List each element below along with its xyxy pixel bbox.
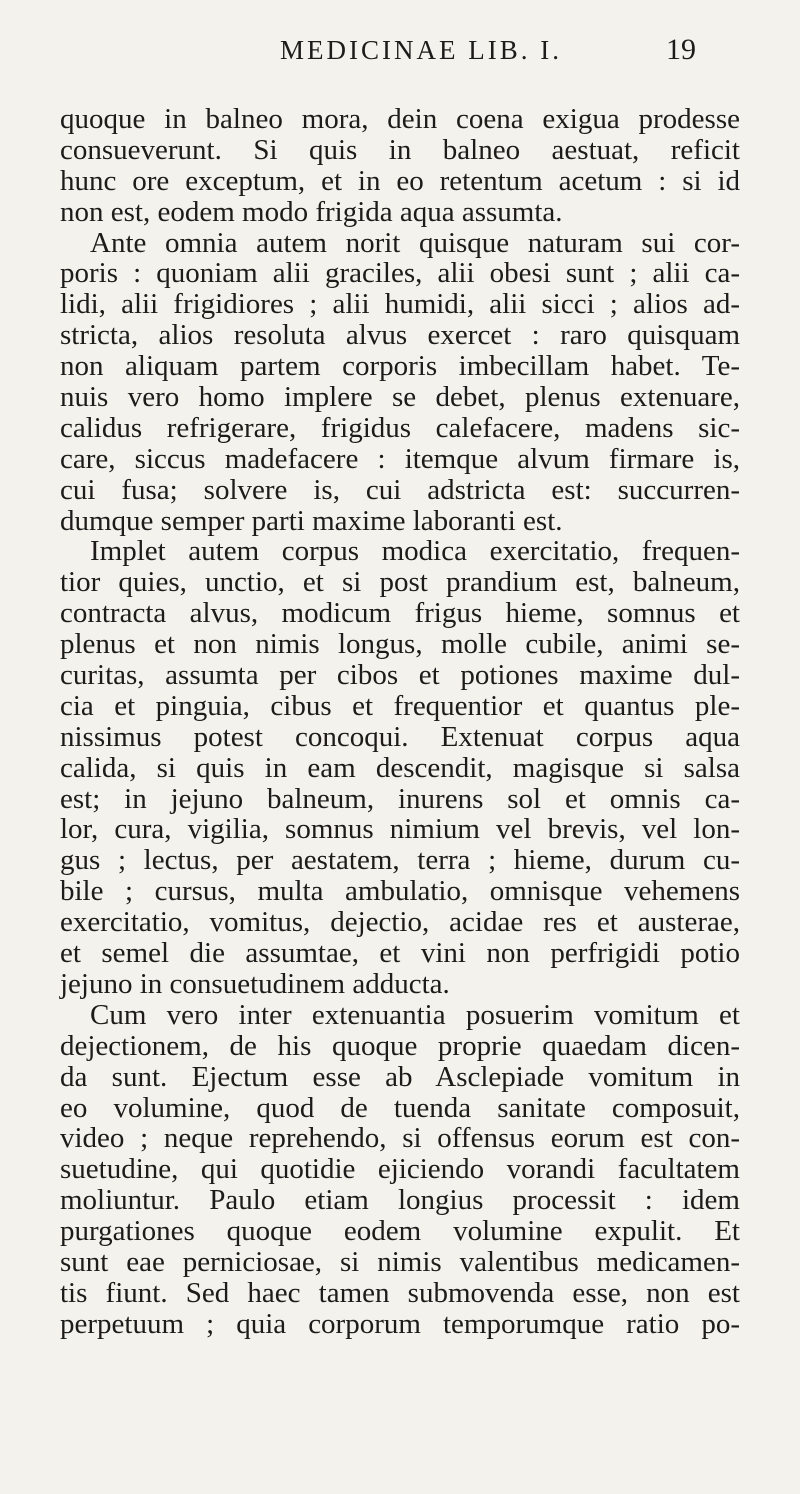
text-line: Implet autem corpus modica exercitatio, frequen- [90, 535, 740, 568]
text-line: et semel die assumtae, et vini non perfrigidi potio [60, 937, 740, 970]
text-line: cui fusa; solvere is, cui adstricta est: succurren- [60, 473, 740, 506]
text-line: calida, si quis in eam descendit, magisque si salsa [60, 751, 740, 784]
text-line: sunt eae perniciosae, si nimis valentibus medicamen- [60, 1245, 740, 1278]
text-line: tis fiunt. Sed haec tamen submovenda esse, non est [60, 1276, 740, 1309]
text-line: lidi, alii frigidiores ; alii humidi, alii sicci ; alios ad- [60, 288, 740, 321]
text-line: moliuntur. Paulo etiam longius processit : idem [60, 1184, 740, 1217]
text-line: jejuno in consuetudinem adducta. [60, 967, 450, 1000]
text-line: contracta alvus, modicum frigus hieme, somnus et [60, 597, 740, 630]
running-head [0, 32, 800, 72]
text-line: dumque semper parti maxime laboranti est. [60, 504, 563, 537]
text-line: perpetuum ; quia corporum temporumque ratio po- [60, 1307, 740, 1340]
text-line: cia et pinguia, cibus et frequentior et quantus ple- [60, 689, 740, 722]
text-line: Ante omnia autem norit quisque naturam sui cor- [90, 226, 740, 259]
text-line: hunc ore exceptum, et in eo retentum acetum : si id [60, 164, 740, 197]
text-line: bile ; cursus, multa ambulatio, omnisque vehemens [60, 875, 740, 908]
text-line: lor, cura, vigilia, somnus nimium vel brevis, vel lon- [60, 813, 740, 846]
text-line: stricta, alios resoluta alvus exercet : raro quisquam [60, 319, 740, 352]
text-line: nuis vero homo implere se debet, plenus extenuare, [60, 381, 740, 414]
text-line: exercitatio, vomitus, dejectio, acidae res et austerae, [60, 906, 740, 939]
running-title: MEDICINAE LIB. I. [280, 35, 562, 65]
text-line: video ; neque reprehendo, si offensus eorum est con- [60, 1122, 740, 1155]
text-line: quoque in balneo mora, dein coena exigua prodesse [60, 103, 740, 135]
text-line: curitas, assumta per cibos et potiones maxime dul- [60, 659, 740, 692]
text-line: care, siccus madefacere : itemque alvum firmare is, [60, 442, 740, 475]
text-line: dejectionem, de his quoque proprie quaedam dicen- [60, 1029, 740, 1062]
page-number: 19 [666, 33, 696, 66]
text-line: est; in jejuno balneum, inurens sol et omnis ca- [60, 782, 740, 815]
text-line: Cum vero inter extenuantia posuerim vomitum et [90, 998, 740, 1031]
text-line: plenus et non nimis longus, molle cubile, animi se- [60, 628, 740, 661]
text-line: non aliquam partem corporis imbecillam habet. Te- [60, 350, 740, 383]
text-line: non est, eodem modo frigida aqua assumta. [60, 195, 563, 228]
text-line: suetudine, qui quotidie ejiciendo vorandi facultatem [60, 1153, 740, 1186]
text-line: nissimus potest concoqui. Extenuat corpus aqua [60, 720, 740, 753]
text-line: tior quies, unctio, et si post prandium est, balneum, [60, 566, 740, 599]
text-line: eo volumine, quod de tuenda sanitate composuit, [60, 1091, 740, 1124]
body-text [60, 104, 740, 1340]
text-line: gus ; lectus, per aestatem, terra ; hieme, durum cu- [60, 844, 740, 877]
text-line: purgationes quoque eodem volumine expulit. Et [60, 1215, 740, 1248]
text-line: poris : quoniam alii graciles, alii obesi sunt ; alii ca- [60, 257, 740, 290]
text-line: calidus refrigerare, frigidus calefacere, madens sic- [60, 411, 740, 444]
text-line: consueverunt. Si quis in balneo aestuat, reficit [60, 133, 740, 166]
text-line: da sunt. Ejectum esse ab Asclepiade vomitum in [60, 1060, 740, 1093]
